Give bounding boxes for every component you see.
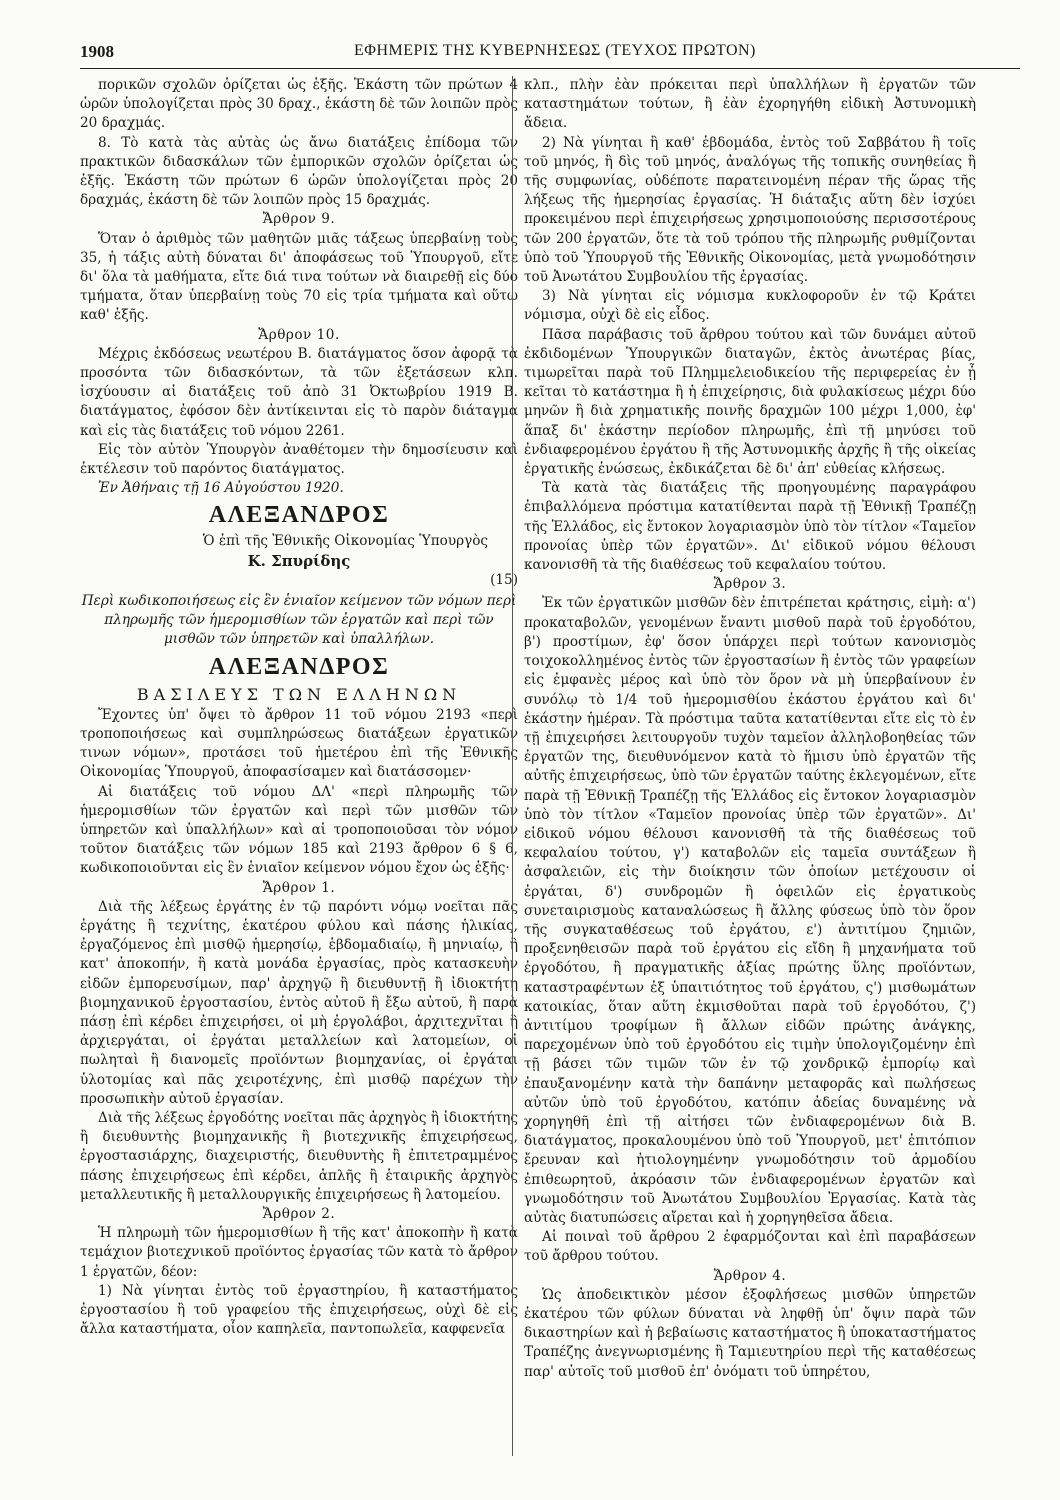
paragraph: Πᾶσα παράβασις τοῦ ἄρθρου τούτου καὶ τῶν δυνάμει αὐτοῦ ἐκδιδομένων Ὑπουργικῶν διαταγῶν, ἐκτὸς ἀνωτέρας βίας, τιμωρεῖται παρὰ τοῦ Πλημμελειοδικείου τῆς περιφερείας ἐν ᾗ κεῖται τὸ κατάστημα ἢ ἡ ἐπιχείρησις, διὰ φυλακίσεως μέχρι δύο μηνῶν ἢ διὰ χρηματικῆς ποινῆς δραχμῶν 100 μέχρι 1,000, ἐφ' ἅπαξ δι' ἑκάστην περίοδον πληρωμῆς, ἐπὶ τῇ μηνύσει τοῦ ἐνδιαφερομένου ἐργάτου ἢ τῆς Ἀστυνομικῆς ἀρχῆς ἢ τῆς οἰκείας ἐργατικῆς ἑνώσεως, ἐκδικάζεται δὲ δι' ἀπ' εὐθείας κλήσεως. xyxy=(524,326,976,478)
article-3-heading: Ἄρθρον 3. xyxy=(713,576,787,593)
decree-title: Περὶ κωδικοποιήσεως εἰς ἓν ἑνιαῖον κείμενον τῶν νόμων περὶ πληρωμῆς τῶν ἡμερομισθίων τῶν ἐργατῶν καὶ περὶ τῶν μισθῶν τῶν ὑπηρετῶν καὶ ὑπαλλήλων. xyxy=(81,593,517,648)
right-column xyxy=(524,76,976,1382)
page-number: 1908 xyxy=(80,42,114,61)
king-title: ΒΑΣΙΛΕΥΣ ΤΩΝ ΕΛΛΗΝΩΝ xyxy=(136,684,462,704)
decree-number: (15) xyxy=(490,571,518,588)
page-header xyxy=(54,36,1020,66)
king-name: ΑΛΕΞΑΝΔΡΟΣ xyxy=(208,653,390,680)
minister-title: Ὁ ἐπὶ τῆς Ἐθνικῆς Οἰκονομίας Ὑπουργὸς xyxy=(202,533,488,550)
article-10-heading: Ἄρθρον 10. xyxy=(258,326,340,343)
paragraph: Ὡς ἀποδεικτικὸν μέσον ἐξοφλήσεως μισθῶν ὑπηρετῶν ἑκατέρου τῶν φύλων δύναται νὰ ληφθῇ ὑπ' ὄψιν παρὰ τῶν δικαστηρίων καὶ ἡ βεβαίωσις καταστήματος ἢ ὑποκαταστήματος Τραπέζης ἀνεγνωρισμένης ἢ Ταμιευτηρίου περὶ τῆς καταθέσεως παρ' αὐτοῖς τοῦ μισθοῦ ἐπ' ὀνόματι τοῦ ὑπηρέτου, xyxy=(524,1286,976,1380)
running-title: ΕΦΗΜΕΡΙΣ ΤΗΣ ΚΥΒΕΡΝΗΣΕΩΣ (ΤΕΥΧΟΣ ΠΡΩΤΟΝ) xyxy=(354,42,756,59)
paragraph: Εἰς τὸν αὐτὸν Ὑπουργὸν ἀναθέτομεν τὴν δημοσίευσιν καὶ ἐκτέλεσιν τοῦ παρόντος διατάγματος. xyxy=(80,441,518,478)
paragraph: Διὰ τῆς λέξεως ἐργοδότης νοεῖται πᾶς ἀρχηγὸς ἢ ἰδιοκτήτης ἢ διευθυντὴς βιομηχανικῆς ἢ βιοτεχνικῆς ἐπιχειρήσεως, ἐργοστασιάρχης, διαχειριστής, διευθυντὴς ἢ ἐπιτετραμμένος πάσης ἐπιχειρήσεως ἐπὶ κέρδει, ἁπλῆς ἢ ἑταιρικῆς ἀρχηγὸς μεταλλευτικῆς ἢ μεταλλουργικῆς ἐπιχειρήσεως ἢ λατομείου. xyxy=(80,1109,518,1203)
paragraph: 2) Νὰ γίνηται ἢ καθ' ἑβδομάδα, ἐντὸς τοῦ Σαββάτου ἢ τοῖς τοῦ μηνός, ἢ δὶς τοῦ μηνός, ἀναλόγως τῆς τοπικῆς συνηθείας ἢ τῆς συμφωνίας, οὐδέποτε παρατεινομένη πέραν τῆς ὥρας τῆς λήξεως τῆς ἡμερησίας ἐργασίας. Ἡ διάταξις αὕτη δὲν ἰσχύει προκειμένου περὶ ἐπιχειρήσεως χρησιμοποιούσης περισσοτέρους τῶν 200 ἐργατῶν, ὅτε τὰ τοῦ τρόπου τῆς πληρωμῆς ρυθμίζονται ὑπὸ τοῦ Ὑπουργοῦ τῆς Ἐθνικῆς Οἰκονομίας, μετὰ γνωμοδότησιν τοῦ Ἀνωτάτου Συμβουλίου τῆς ἐργασίας. xyxy=(524,134,976,286)
paragraph: πορικῶν σχολῶν ὁρίζεται ὡς ἑξῆς. Ἑκάστη τῶν πρώτων 4 ὡρῶν ὑπολογίζεται πρὸς 30 δραχ., ἑκάστη δὲ τῶν λοιπῶν πρὸς 20 δραχμάς. xyxy=(80,77,518,132)
column-divider xyxy=(512,76,513,1456)
paragraph: κλπ., πλὴν ἐὰν πρόκειται περὶ ὑπαλλήλων ἢ ἐργατῶν τῶν καταστημάτων τούτων, ἢ ἐὰν ἐχορηγήθη εἰδικὴ Ἀστυνομικὴ ἄδεια. xyxy=(524,77,976,132)
paragraph: Ἔχοντες ὑπ' ὄψει τὸ ἄρθρον 11 τοῦ νόμου 2193 «περὶ τροποποιήσεως καὶ συμπληρώσεως διατάξεων ἐργατικῶν τινων νόμων», προτάσει τοῦ ἡμετέρου ἐπὶ τῆς Ἐθνικῆς Οἰκονομίας Ὑπουργοῦ, ἀποφασίσαμεν καὶ διατάσσομεν· xyxy=(80,706,518,781)
article-4-heading: Ἄρθρον 4. xyxy=(713,1267,787,1284)
article-2-heading: Ἄρθρον 2. xyxy=(262,1205,336,1222)
paragraph: Μέχρις ἐκδόσεως νεωτέρου Β. διατάγματος ὅσον ἀφορᾷ τὰ προσόντα τῶν διδασκόντων, τὰ τῶν ἐξετάσεων κλπ. ἰσχύουσιν αἱ διατάξεις τοῦ ἀπὸ 31 Ὀκτωβρίου 1919 Β. διατάγματος, ἐφόσον δὲν ἀντίκεινται εἰς τὸ παρὸν διάταγμα καὶ εἰς τὰς διατάξεις τοῦ νόμου 2261. xyxy=(80,345,518,439)
left-column xyxy=(80,76,518,1339)
article-1-heading: Ἄρθρον 1. xyxy=(262,879,336,896)
paragraph: 8. Τὸ κατὰ τὰς αὐτὰς ὡς ἄνω διατάξεις ἐπίδομα τῶν πρακτικῶν διδασκάλων τῶν ἐμπορικῶν σχολῶν ὁρίζεται ὡς ἑξῆς. Ἑκάστη τῶν πρώτων 6 ὡρῶν ὑπολογίζεται πρὸς 20 δραχμάς, ἑκάστη δὲ τῶν λοιπῶν πρὸς 15 δραχμάς. xyxy=(80,134,518,209)
article-9-heading: Ἄρθρον 9. xyxy=(262,211,336,228)
paragraph: 1) Νὰ γίνηται ἐντὸς τοῦ ἐργαστηρίου, ἢ καταστήματος ἐργοστασίου ἢ τοῦ γραφείου τῆς ἐπιχειρήσεως, οὐχὶ δὲ εἰς ἄλλα καταστήματα, οἷον καπηλεῖα, παντοπωλεῖα, καφφενεῖα xyxy=(80,1282,518,1338)
paragraph: Αἱ διατάξεις τοῦ νόμου ΔΛ' «περὶ πληρωμῆς τῶν ἡμερομισθίων τῶν ἐργατῶν καὶ περὶ τῶν μισθῶν τῶν ὑπηρετῶν καὶ ὑπαλλήλων» καὶ αἱ τροποποιοῦσαι τὸν νόμον τοῦτον διατάξεις τῶν νόμων 185 καὶ 2193 ἄρθρον 6 § 6, κωδικοποιοῦνται εἰς ἓν ἑνιαῖον κείμενον νόμου ἔχον ὡς ἑξῆς· xyxy=(80,783,518,877)
paragraph: Ἐκ τῶν ἐργατικῶν μισθῶν δὲν ἐπιτρέπεται κράτησις, εἰμὴ: α') προκαταβολῶν, γενομένων ἔναντι μισθοῦ παρὰ τοῦ ἐργοδότου, β') προστίμων, ἐφ' ὅσον ὑπάρχει περὶ τούτων κανονισμὸς τοιχοκολλημένος ἐντὸς τῶν ἐργοστασίων ἢ ἐντὸς τῶν γραφείων εἰς ἐμφανὲς μέρος καὶ ὑπὸ τὸν ὅρον νὰ μὴ ὑπερβαίνουν ἐν συνόλῳ τὸ 1/4 τοῦ ἡμερομισθίου ἑκάστου ἐργάτου καὶ δι' ἑκάστην ἡμέραν. Τὰ πρόστιμα ταῦτα κατατίθενται εἴτε εἰς τὸ ἐν τῇ ἐπιχειρήσει λειτουργοῦν τυχὸν ταμεῖον ἀλληλοβοηθείας τῶν ἐργατῶν της, διευθυνόμενον κατὰ τὸ ἥμισυ ὑπὸ ἐργατῶν τῆς αὐτῆς ἐπιχειρήσεως, ὑπὸ τῶν ἐργατῶν ταύτης ἐκλεγομένων, εἴτε παρὰ τῇ Ἐθνικῇ Τραπέζῃ τῆς Ἑλλάδος εἰς ἔντοκον λογαριασμὸν ὑπὸ τὸν τίτλον «Ταμεῖον προνοίας ὑπὲρ τῶν ἐργατῶν». Δι' εἰδικοῦ νόμου θέλουσι κανονισθῆ τὰ τῆς διαθέσεως τοῦ κεφαλαίου τούτου, γ') καταβολῶν εἰς ταμεῖα συντάξεων ἢ ἀσφαλειῶν, εἰς τὴν διοίκησιν τῶν ὁποίων μετέχουσιν οἱ ἐργάται, δ') συνδρομῶν ἢ ὀφειλῶν εἰς ἐργατικοὺς συνεταιρισμοὺς καταναλώσεως ἢ ἄλλης φύσεως ὑπὸ τὸν ὅρον τῆς συγκαταθέσεως τοῦ ἐργάτου, ε') ἀντιτίμου ζημιῶν, προξενηθεισῶν παρὰ τοῦ ἐργάτου εἰς εἴδη ἢ μηχανήματα τοῦ ἐργοδότου, ἢ πραγματικῆς ἀξίας πρώτης ὕλης προϊόντων, καταστραφέντων ἐξ ὑπαιτιότητος τοῦ ἐργάτου, ς') μισθωμάτων κατοικίας, ὅταν αὕτη ἐκμισθοῦται παρὰ τοῦ ἐργοδότου, ζ') ἀντιτίμου τροφίμων ἢ ἄλλων εἰδῶν πρώτης ἀνάγκης, παρεχομένων ὑπὸ τοῦ ἐργοδότου εἰς τιμὴν ὑπολογιζομένην ἐπὶ τῇ βάσει τῶν τιμῶν τῶν ἐν τῷ χονδρικῷ ἐμπορίῳ καὶ ἐπαυξανομένην κατὰ τὴν δαπάνην μεταφορᾶς καὶ πωλήσεως αὐτῶν ὑπὸ τοῦ ἐργοδότου, κατόπιν ἀδείας δυναμένης νὰ χορηγηθῆ ἐπὶ τῇ αἰτήσει τῶν ἐνδιαφερομένων διὰ Β. διατάγματος, προκαλουμένου ὑπὸ τοῦ Ὑπουργοῦ, μετ' ἐπιτόπιον ἔρευναν καὶ ἠτιολογημένην γνωμοδότησιν τοῦ ἁρμοδίου ἐπιθεωρητοῦ, ἀκρόασιν τῶν ἐνδιαφερομένων ἐργατῶν καὶ γνωμοδότησιν τοῦ Ἀνωτάτου Συμβουλίου Ἐργασίας. Κατὰ τὰς αὐτὰς διατυπώσεις αἴρεται καὶ ἡ χορηγηθεῖσα ἄδεια. xyxy=(524,595,976,1226)
date-place: Ἐν Ἀθήναις τῇ 16 Αὐγούστου 1920. xyxy=(98,480,344,497)
paragraph: Ὅταν ὁ ἀριθμὸς τῶν μαθητῶν μιᾶς τάξεως ὑπερβαίνῃ τοὺς 35, ἡ τάξις αὐτὴ δύναται δι' ἀποφάσεως τοῦ Ὑπουργοῦ, εἴτε δι' ὅλα τὰ μαθήματα, εἴτε διά τινα τούτων νὰ διαιρεθῇ εἰς δύο τμήματα, ὅταν ὑπερβαίνῃ τοὺς 70 εἰς τρία τμήματα καὶ οὕτω καθ' ἑξῆς. xyxy=(80,230,518,324)
paragraph: Ἡ πληρωμὴ τῶν ἡμερομισθίων ἢ τῆς κατ' ἀποκοπὴν ἢ κατὰ τεμάχιον βιοτεχνικοῦ προϊόντος ἐργασίας τῶν κατὰ τὸ ἄρθρον 1 ἐργατῶν, δέον: xyxy=(80,1225,518,1280)
paragraph: Αἱ ποιναὶ τοῦ ἄρθρου 2 ἐφαρμόζονται καὶ ἐπὶ παραβάσεων τοῦ ἄρθρου τούτου. xyxy=(524,1229,976,1265)
paragraph: Τὰ κατὰ τὰς διατάξεις τῆς προηγουμένης παραγράφου ἐπιβαλλόμενα πρόστιμα κατατίθενται παρὰ τῇ Ἐθνικῇ Τραπέζῃ τῆς Ἑλλάδος, εἰς ἔντοκον λογαριασμὸν ὑπὸ τὸν τίτλον «Ταμεῖον προνοίας ὑπὲρ τῶν ἐργατῶν». Δι' εἰδικοῦ νόμου θέλουσι κανονισθῆ τὰ τῆς διαθέσεως τοῦ κεφαλαίου τούτου. xyxy=(524,480,976,574)
paragraph: 3) Νὰ γίνηται εἰς νόμισμα κυκλοφοροῦν ἐν τῷ Κράτει νόμισμα, οὐχὶ δὲ εἰς εἶδος. xyxy=(524,288,976,324)
minister-name: Κ. Σπυρίδης xyxy=(247,551,351,570)
header-rule xyxy=(80,68,1020,69)
paragraph: Διὰ τῆς λέξεως ἐργάτης ἐν τῷ παρόντι νόμῳ νοεῖται πᾶς ἐργάτης ἢ τεχνίτης, ἑκατέρου φύλου καὶ πάσης ἡλικίας, ἐργαζόμενος ἐπὶ μισθῷ ἡμερησίῳ, ἑβδομαδιαίῳ, ἢ μηνιαίῳ, ἢ κατ' ἀποκοπήν, ἢ κατὰ μονάδα ἐργασίας, πρὸς κατασκευὴν εἰδῶν ἐμπορευσίμων, παρ' ἀρχηγῷ ἢ διευθυντῇ ἢ ἰδιοκτήτῃ βιομηχανικοῦ ἐργοστασίου, ἐντὸς αὐτοῦ ἢ ἔξω αὐτοῦ, ἢ παρὰ πάσῃ ἐπὶ κέρδει ἐπιχειρήσει, οἱ μὴ ἐργολάβοι, ἀρχιτεχνῖται ἢ ἀρχιεργάται, οἱ ἐργάται μεταλλείων καὶ λατομείων, οἱ πωληταὶ ἢ διανομεῖς προϊόντων βιομηχανίας, οἱ ἐργάται ὑλοτομίας καὶ πᾶς χειροτέχνης, ἐπὶ μισθῷ παρέχων τὴν προσωπικὴν αὐτοῦ ἐργασίαν. xyxy=(80,898,518,1107)
king-signature: ΑΛΕΞΑΝΔΡΟΣ xyxy=(208,502,390,529)
